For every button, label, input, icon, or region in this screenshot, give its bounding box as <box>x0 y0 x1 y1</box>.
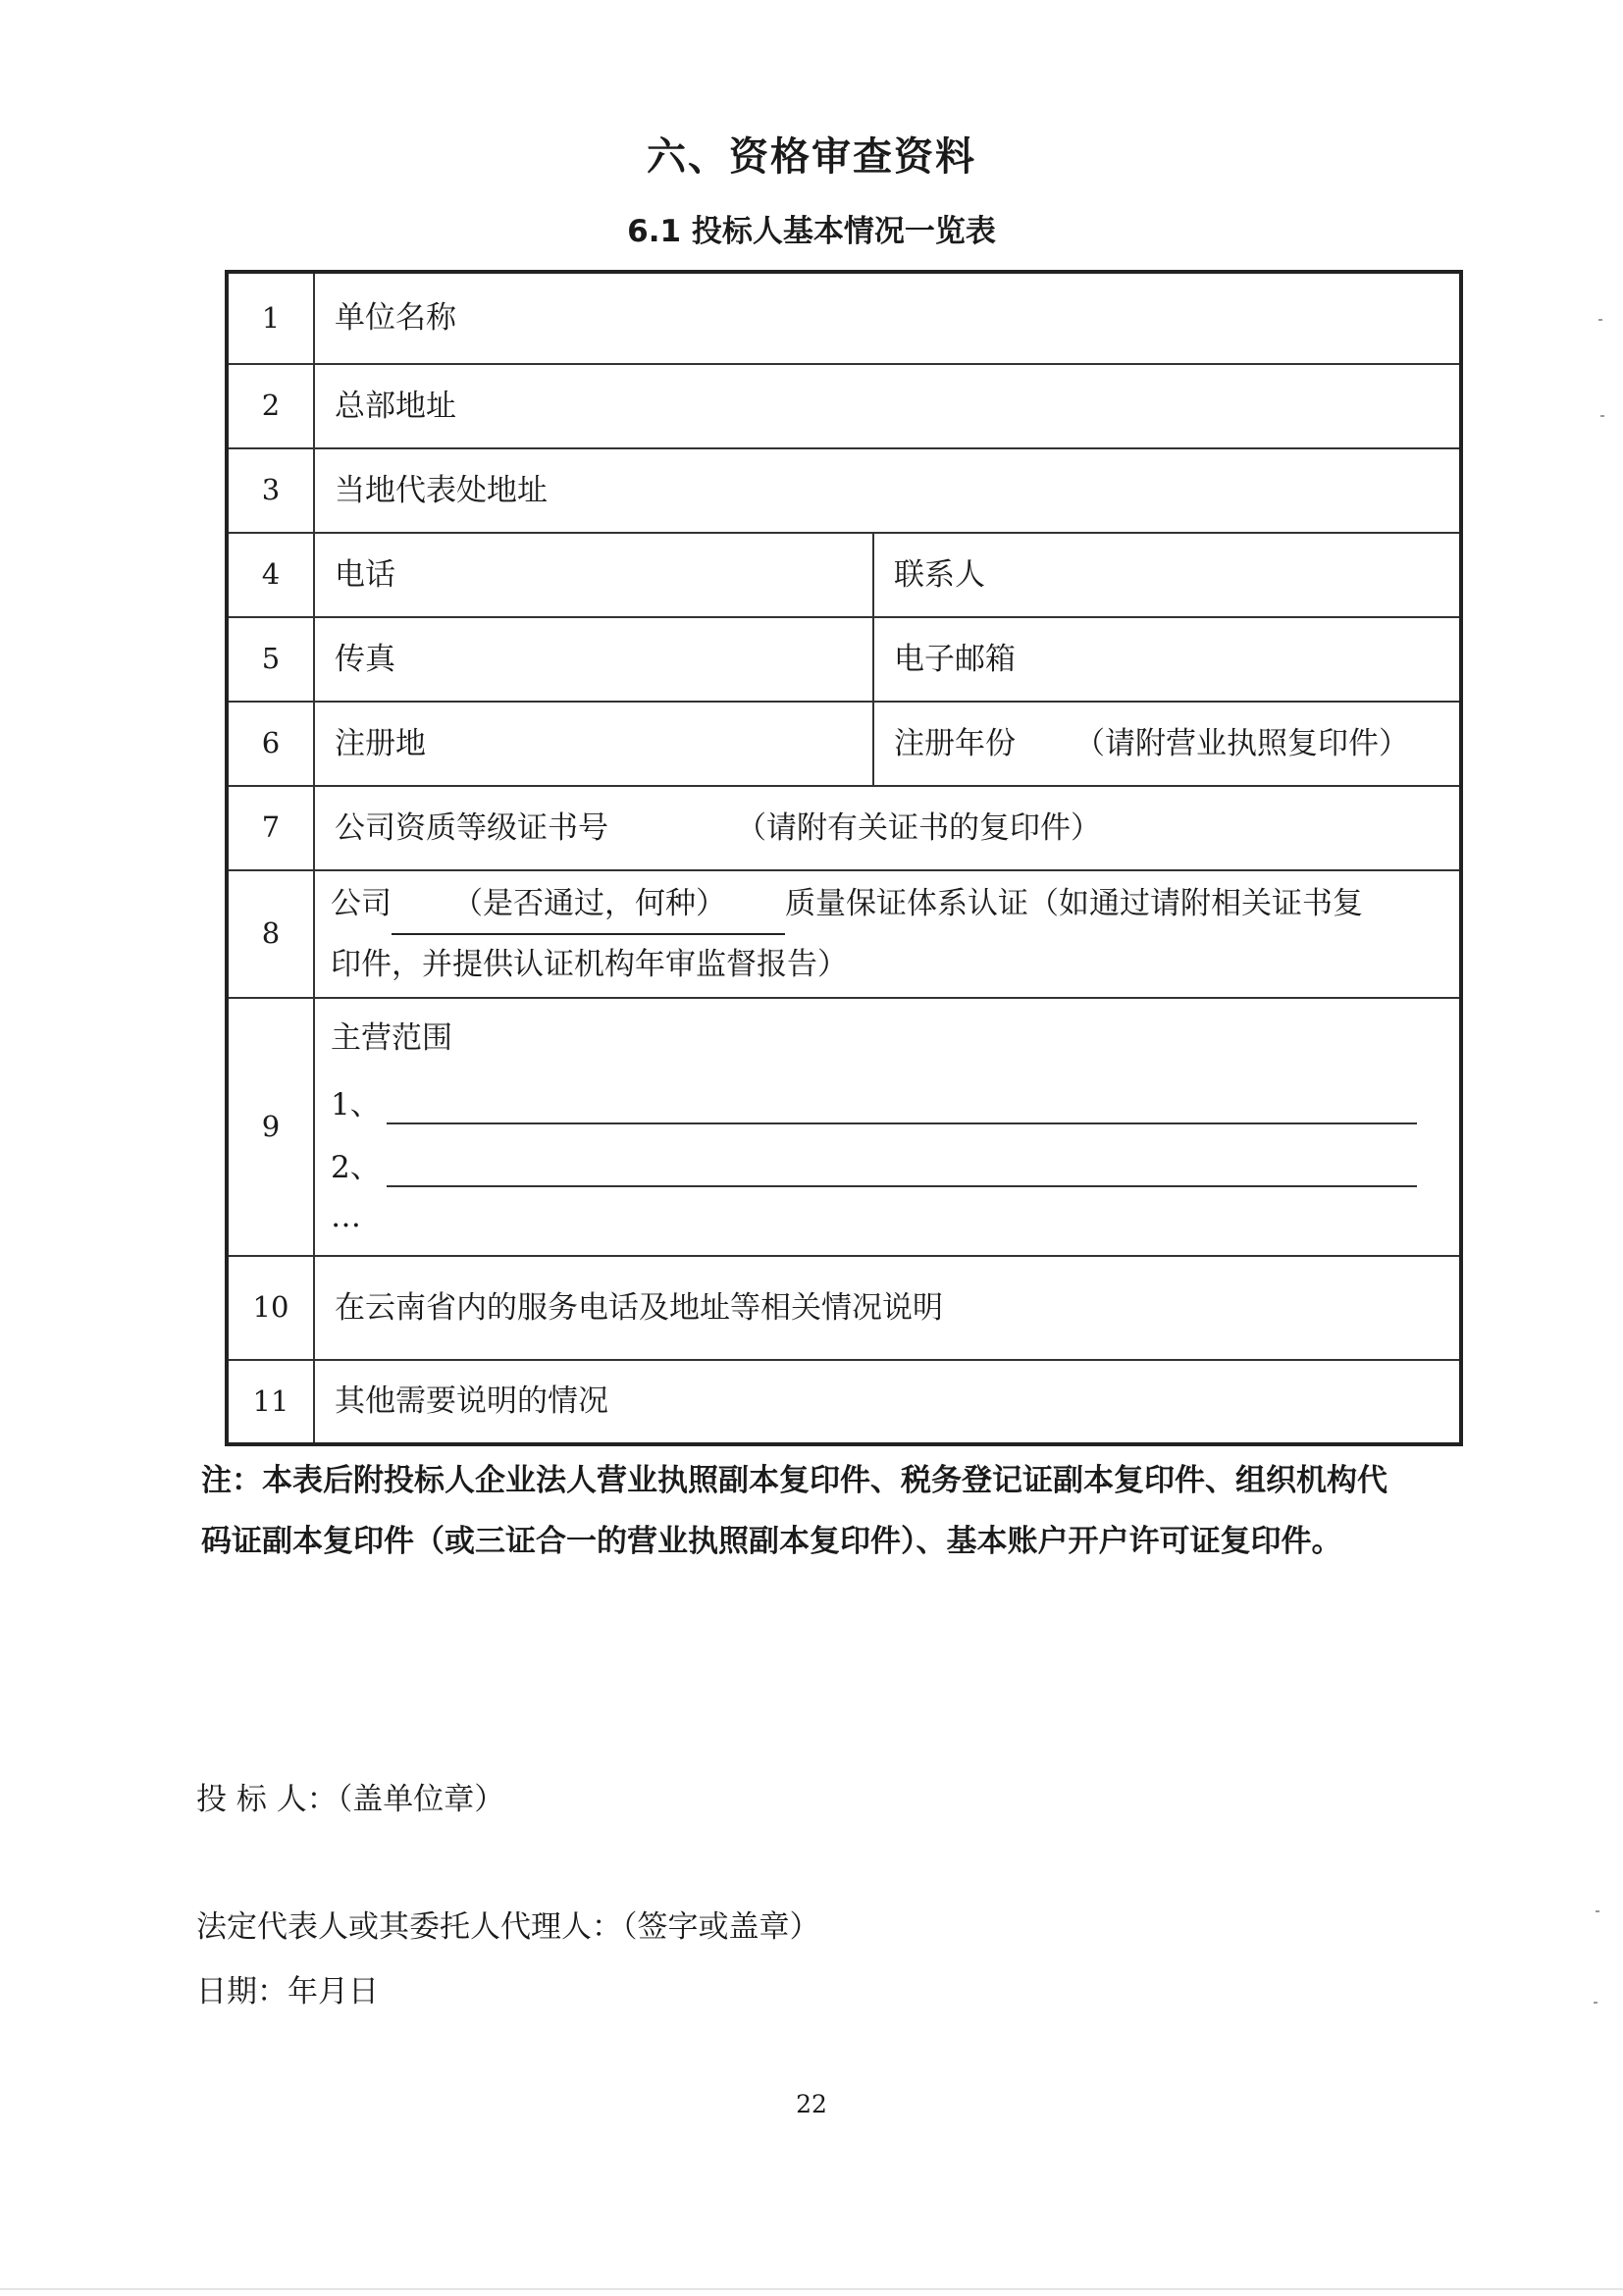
date-line: 日期：年月日 <box>196 1974 379 2009</box>
quality-cert-suffix: 质量保证体系认证（如通过请附相关证书复 <box>785 886 1363 921</box>
row-number: 6 <box>227 702 314 786</box>
scan-speck <box>1594 2002 1597 2004</box>
field-contact-person: 联系人 <box>873 533 1461 617</box>
row-number: 2 <box>227 364 314 448</box>
scan-speck <box>1600 415 1604 417</box>
representative-signature-line: 法定代表人或其委托人代理人：（签字或盖章） <box>196 1909 820 1945</box>
field-quality-certification <box>314 870 1461 998</box>
business-scope-label: 主营范围 <box>331 1020 452 1056</box>
table-row <box>227 272 1461 364</box>
row-number: 5 <box>227 617 314 702</box>
table-title: 6.1 投标人基本情况一览表 <box>627 214 996 249</box>
table-row <box>227 533 1461 617</box>
field-local-office-address: 当地代表处地址 <box>314 448 1461 533</box>
row-number: 11 <box>227 1360 314 1444</box>
row-number: 4 <box>227 533 314 617</box>
table-row <box>227 1360 1461 1444</box>
item-number: 1、 <box>331 1086 381 1122</box>
qualification-note: （请附有关证书的复印件） <box>736 809 1101 846</box>
business-scope-ellipsis: … <box>331 1199 361 1234</box>
page-number: 22 <box>796 2090 827 2118</box>
attachment-note <box>201 1450 1506 1572</box>
business-scope-item <box>331 1064 1459 1124</box>
field-fax: 传真 <box>314 617 873 702</box>
field-registration-place: 注册地 <box>314 702 873 786</box>
scan-edge <box>0 2288 1623 2290</box>
field-yunnan-service-info: 在云南省内的服务电话及地址等相关情况说明 <box>314 1256 1461 1360</box>
quality-cert-blank: （是否通过，何种） <box>392 874 785 935</box>
field-qualification-certificate <box>314 786 1461 870</box>
item-number: 2、 <box>331 1149 381 1185</box>
business-scope-item <box>331 1124 1459 1187</box>
field-headquarters-address: 总部地址 <box>314 364 1461 448</box>
bidder-seal-line: 投 标 人：（盖单位章） <box>196 1782 505 1817</box>
quality-cert-line-2: 印件，并提供认证机构年审监督报告） <box>331 947 848 982</box>
scan-speck <box>1598 319 1602 321</box>
field-other-notes: 其他需要说明的情况 <box>314 1360 1461 1444</box>
table-row <box>227 364 1461 448</box>
row-number: 10 <box>227 1256 314 1360</box>
field-phone: 电话 <box>314 533 873 617</box>
table-row <box>227 870 1461 998</box>
registration-year-note: （请附营业执照复印件） <box>1074 725 1409 761</box>
field-registration-year <box>873 702 1461 786</box>
bidder-info-table <box>225 270 1463 1446</box>
fill-in-line <box>387 1160 1417 1187</box>
attachment-note-line-1: 注：本表后附投标人企业法人营业执照副本复印件、税务登记证副本复印件、组织机构代 <box>201 1463 1387 1498</box>
row-number: 1 <box>227 272 314 364</box>
qualification-label: 公司资质等级证书号 <box>335 809 608 846</box>
table-row <box>227 448 1461 533</box>
quality-cert-prefix: 公司 <box>331 886 392 921</box>
row-number: 9 <box>227 998 314 1256</box>
registration-year-label: 注册年份 <box>894 725 1016 761</box>
page-title: 六、资格审查资料 <box>647 134 976 180</box>
row-number: 8 <box>227 870 314 998</box>
row-number: 3 <box>227 448 314 533</box>
attachment-note-line-2: 码证副本复印件（或三证合一的营业执照副本复印件）、基本账户开户许可证复印件。 <box>201 1524 1342 1559</box>
table-row <box>227 702 1461 786</box>
row-number: 7 <box>227 786 314 870</box>
table-row <box>227 786 1461 870</box>
table-row <box>227 998 1461 1256</box>
quality-cert-line-1 <box>331 874 1459 935</box>
table-row <box>227 617 1461 702</box>
field-business-scope <box>314 998 1461 1256</box>
field-email: 电子邮箱 <box>873 617 1461 702</box>
field-company-name: 单位名称 <box>314 272 1461 364</box>
table-row <box>227 1256 1461 1360</box>
scan-speck <box>1596 1910 1599 1912</box>
fill-in-line <box>387 1097 1417 1124</box>
